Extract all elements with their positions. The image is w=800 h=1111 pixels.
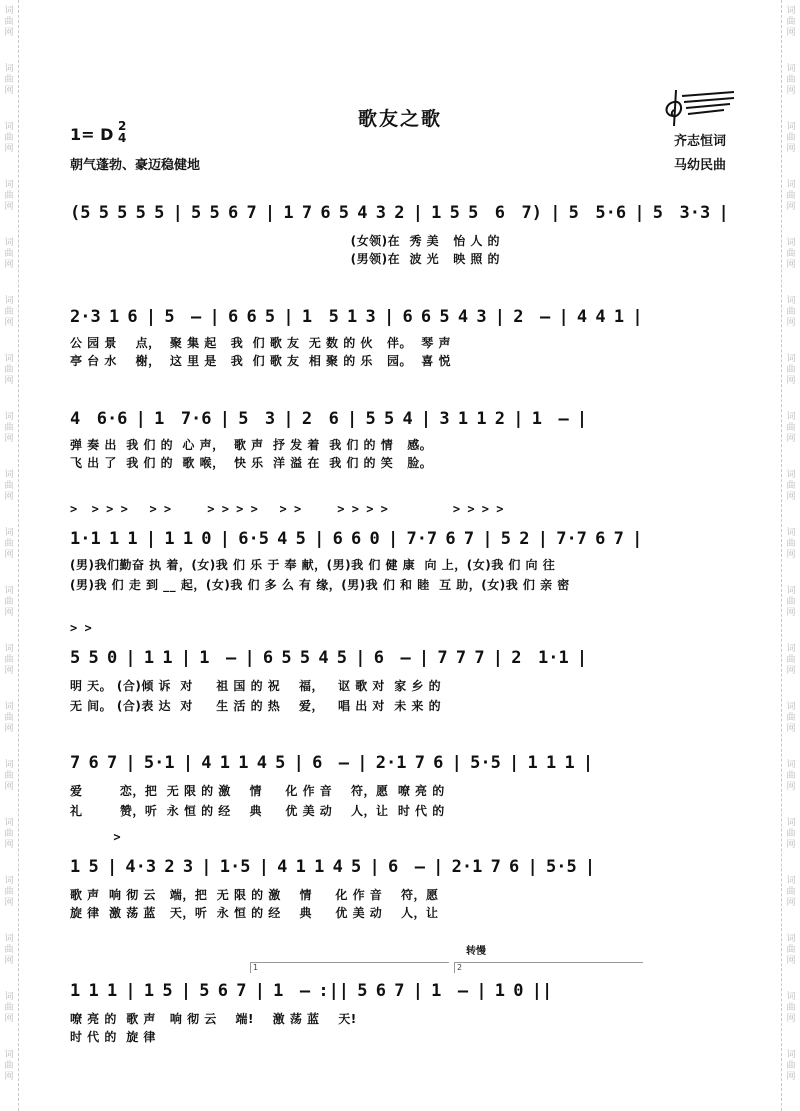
watermark-text: 词 曲 网: [786, 6, 796, 38]
lyrics-verse-1: (女领)在 秀 美 怡 人 的: [70, 234, 501, 248]
tempo-change-marking: 转慢: [466, 946, 486, 957]
lyrics-verse-1: 嘹 亮 的 歌 声 响 彻 云 端! 激 荡 蓝 天!: [70, 1012, 357, 1026]
song-title: 歌友之歌: [357, 108, 442, 130]
watermark-text: 词 曲 网: [4, 296, 14, 328]
lyrics-verse-2: 旋 律 激 荡 蓝 天，听 永 恒 的 经 典 优 美 动 人，让: [70, 906, 439, 920]
watermark-text: 词 曲 网: [786, 528, 796, 560]
watermark-text: 词 曲 网: [786, 1050, 796, 1082]
lyrics-verse-2: 无 间。 (合)表 达 对 生 活 的 热 爱， 唱 出 对 未 来 的: [70, 699, 442, 713]
score-notes: 5 5 0 | 1 1 | 1 – | 6 5 5 4 5 | 6 – | 7 7 7 | 2 1·1 |: [70, 648, 588, 668]
accent-marks: >: [70, 830, 121, 844]
lyrics-verse-2: (男领)在 波 光 映 照 的: [70, 252, 501, 266]
lyrics-verse-1: 明 天。 (合)倾 诉 对 祖 国 的 祝 福， 讴 歌 对 家 乡 的: [70, 679, 442, 693]
watermark-text: 词 曲 网: [786, 64, 796, 96]
score-notes: 2·3 1 6 | 5 – | 6 6 5 | 1 5 1 3 | 6 6 5 4 3 | 2 – | 4 4 1 |: [70, 307, 643, 327]
lyrics-verse-1: (男)我们勤奋 执 着，(女)我 们 乐 于 奉 献，(男)我 们 健 康 向 上，(女)我 们 向 往: [70, 558, 556, 572]
time-signature-bottom: 4: [118, 131, 127, 145]
lyrics-verse-1: 公 园 景 点， 聚 集 起 我 们 歌 友 无 数 的 伙 伴。 琴 声: [70, 336, 451, 350]
watermark-text: 词 曲 网: [786, 412, 796, 444]
watermark-text: 词 曲 网: [4, 238, 14, 270]
watermark-text: 词 曲 网: [786, 644, 796, 676]
lyricist-credit: 齐志恒词: [673, 134, 726, 149]
watermark-text: 词 曲 网: [786, 238, 796, 270]
watermark-text: 词 曲 网: [4, 470, 14, 502]
watermark-text: 词 曲 网: [786, 296, 796, 328]
score-notes: 1 5 | 4·3 2 3 | 1·5 | 4 1 1 4 5 | 6 – | 2·1 7 6 | 5·5 |: [70, 857, 596, 877]
key-signature: 1= D: [70, 125, 114, 144]
accent-marks: > >: [70, 621, 92, 635]
lyrics-verse-2: 礼 赞，听 永 恒 的 经 典 优 美 动 人，让 时 代 的: [70, 804, 445, 818]
composer-credit: 马幼民曲: [673, 158, 726, 173]
watermark-text: 词 曲 网: [4, 586, 14, 618]
lyrics-verse-2: 亭 台 水 榭， 这 里 是 我 们 歌 友 相 聚 的 乐 园。 喜 悦: [70, 354, 451, 368]
watermark-text: 词 曲 网: [4, 702, 14, 734]
watermark-text: 词 曲 网: [4, 876, 14, 908]
watermark-text: 词 曲 网: [786, 702, 796, 734]
watermark-text: 词 曲 网: [4, 760, 14, 792]
watermark-text: 词 曲 网: [786, 122, 796, 154]
score-notes: 4 6·6 | 1 7·6 | 5 3 | 2 6 | 5 5 4 | 3 1 1 2 | 1 – |: [70, 409, 588, 429]
time-signature: [118, 120, 126, 144]
watermark-text: 词 曲 网: [4, 6, 14, 38]
watermark-text: 词 曲 网: [786, 934, 796, 966]
accent-marks: > > > > > > > > > > > > > > > > > > > >: [70, 502, 504, 516]
score-notes: 7 6 7 | 5·1 | 4 1 1 4 5 | 6 – | 2·1 7 6 | 5·5 | 1 1 1 |: [70, 753, 594, 773]
watermark-text: 词 曲 网: [786, 470, 796, 502]
lyrics-verse-2: (男)我 们 走 到 __ 起，(女)我 们 多 么 有 缘，(男)我 们 和 睦 互 助，(女)我 们 亲 密: [70, 578, 570, 592]
watermark-text: 词 曲 网: [4, 818, 14, 850]
watermark-text: 词 曲 网: [786, 818, 796, 850]
score-notes: (5 5 5 5 5 | 5 5 6 7 | 1 7 6 5 4 3 2 | 1 5 5 6 7) | 5 5·6 | 5 3·3 |: [70, 203, 729, 223]
watermark-text: 词 曲 网: [4, 1050, 14, 1082]
watermark-text: 词 曲 网: [4, 992, 14, 1024]
watermark-text: 词 曲 网: [4, 644, 14, 676]
watermark-text: 词 曲 网: [786, 992, 796, 1024]
watermark-text: 词 曲 网: [4, 354, 14, 386]
watermark-text: 词 曲 网: [786, 354, 796, 386]
lyrics-verse-1: 弹 奏 出 我 们 的 心 声， 歌 声 抒 发 着 我 们 的 情 感。: [70, 438, 433, 452]
watermark-text: 词 曲 网: [786, 180, 796, 212]
watermark-text: 词 曲 网: [4, 934, 14, 966]
time-signature-top: 2: [118, 119, 127, 133]
watermark-text: 词 曲 网: [4, 64, 14, 96]
lyrics-verse-1: 爱 恋，把 无 限 的 激 情 化 作 音 符，愿 嘹 亮 的: [70, 784, 445, 798]
watermark-text: 词 曲 网: [786, 876, 796, 908]
first-ending-bracket: 1: [250, 962, 449, 973]
score-notes: 1·1 1 1 | 1 1 0 | 6·5 4 5 | 6 6 0 | 7·7 6 7 | 5 2 | 7·7 6 7 |: [70, 529, 643, 549]
lyrics-verse-2: 飞 出 了 我 们 的 歌 喉， 快 乐 洋 溢 在 我 们 的 笑 脸。: [70, 456, 433, 470]
watermark-text: 词 曲 网: [4, 528, 14, 560]
tempo-marking: 朝气蓬勃、豪迈稳健地: [70, 158, 201, 173]
lyrics-verse-1: 歌 声 响 彻 云 端，把 无 限 的 激 情 化 作 音 符，愿: [70, 888, 439, 902]
music-logo-icon: [660, 86, 736, 130]
second-ending-bracket: 2: [454, 962, 643, 973]
watermark-text: 词 曲 网: [4, 180, 14, 212]
watermark-text: 词 曲 网: [786, 586, 796, 618]
score-notes: 1 1 1 | 1 5 | 5 6 7 | 1 – :|| 5 6 7 | 1 – | 1 0 ||: [70, 981, 553, 1001]
lyrics-verse-2: 时 代 的 旋 律: [70, 1030, 156, 1044]
watermark-text: 词 曲 网: [4, 412, 14, 444]
watermark-text: 词 曲 网: [786, 760, 796, 792]
watermark-text: 词 曲 网: [4, 122, 14, 154]
